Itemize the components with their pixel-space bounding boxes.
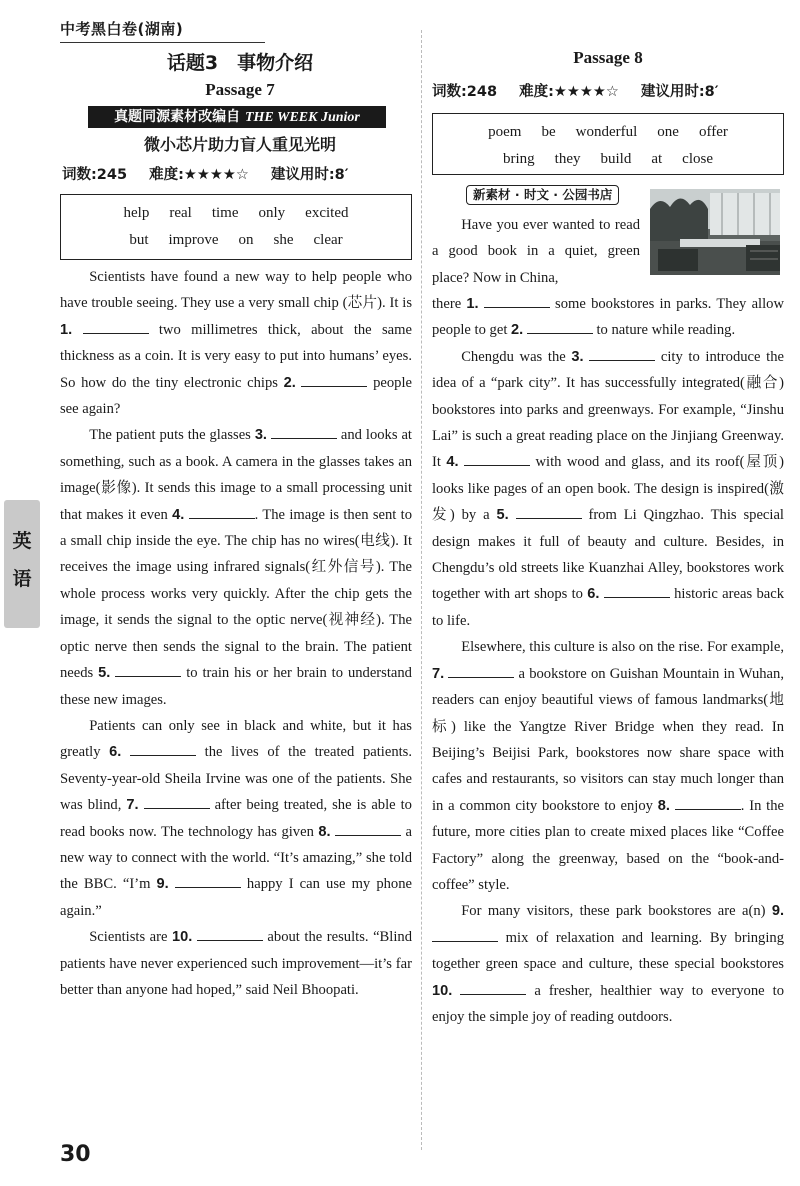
- blank-4[interactable]: [464, 451, 530, 466]
- passage-8-title: Passage 8: [573, 48, 643, 67]
- passage-8-meta: 词数:248 难度:★★★★☆ 建议用时:8′: [432, 84, 719, 100]
- subject-side-tab: 英 语: [4, 500, 40, 628]
- passage-7-body: [60, 264, 412, 1003]
- blank-5[interactable]: [516, 504, 582, 519]
- paragraph: Scientists have found a new way to help people who have trouble seeing. They use a very small chip (芯片). It is 1. two millimetres thick, about the same thickness as a coin. It is very easy to put into humans’ eyes. So how do the tiny electronic chips 2. people see again?: [60, 269, 412, 418]
- passage-8-body: [432, 291, 784, 1030]
- blank-3[interactable]: [271, 424, 337, 439]
- paragraph: For many visitors, these park bookstores are a(n) 9. mix of relaxation and learning. By bringing together green space and culture, these special bookstores 10. a fresher, healthier way to everyone to enjoy the simple joy of reading outdoors.: [432, 903, 784, 1025]
- bookstore-photo: [650, 189, 780, 275]
- paragraph: Elsewhere, this culture is also on the rise. For example, 7. a bookstore on Guishan Mountain in Wuhan, readers can enjoy beautiful views of famous landmarks(地标) like the Yangtze River Bridge when they read. In Beijing’s Beijisi Park, bookstores now share space with cafes and restaurants, so visitors can stay much longer than in a common city bookstore to enjoy 8. . In the future, more cities plan to create mixed places like “Coffee Factory” along the greenway, based on the “book-and-coffee” style.: [432, 639, 784, 893]
- topic-heading: 话题3 事物介绍: [166, 52, 314, 74]
- blank-3[interactable]: [589, 346, 655, 361]
- blank-7[interactable]: [144, 794, 210, 809]
- source-banner: 真题同源素材改编自 THE WEEK Junior: [88, 106, 386, 128]
- paragraph: Patients can only see in black and white, but it has greatly 6. the lives of the treated patients. Seventy-year-old Sheila Irvine was one of the patients. She was blind, 7. after being treated, she is able to read books now. The technology has given 8. a new way to connect with the world. “It’s amazing,” she told the BBC. “I’m 9. happy I can use my phone again.”: [60, 717, 412, 919]
- passage-7-word-bank: help real time only excited but improve on she clear: [60, 194, 412, 260]
- blank-9[interactable]: [175, 873, 241, 888]
- passage-8-intro: Have you ever wanted to read a good book in a quiet, green place? Now in China,: [432, 217, 640, 286]
- blank-1[interactable]: [83, 319, 149, 334]
- paragraph: there 1. some bookstores in parks. They allow people to get 2. to nature while reading.: [432, 291, 784, 344]
- column-divider: [421, 30, 422, 1150]
- passage-8-word-bank: poem be wonderful one offer bring they build at close: [432, 113, 784, 175]
- blank-6[interactable]: [604, 583, 670, 598]
- blank-8[interactable]: [675, 795, 741, 810]
- blank-10[interactable]: [197, 926, 263, 941]
- passage-7-subtitle: 微小芯片助力盲人重见光明: [143, 135, 336, 154]
- blank-9[interactable]: [432, 927, 498, 942]
- blank-4[interactable]: [189, 504, 255, 519]
- blank-10[interactable]: [460, 980, 526, 995]
- blank-1[interactable]: [484, 293, 550, 308]
- paragraph: Scientists are 10. about the results. “Blind patients have never experienced such improvement—it’s far better than anyone had hoped,” said Neil Bhoopati.: [60, 924, 412, 1003]
- paragraph: Chengdu was the 3. city to introduce the idea of a “park city”. It has successfully integrated(融合) bookstores into parks and greenways. For example, “Jinshu Lai” is such a great reading place on the Jinjiang Greenway. It 4. with wood and glass, and its roof(屋顶) looks like pages of an open book. The design is inspired(激发) by a 5. from Li Qingzhao. This special design makes it full of beauty and culture. Besides, in Chengdu’s old streets like Kuanzhai Alley, bookstores work together with art shops to 6. historic areas back to life.: [432, 344, 784, 634]
- passage-7-meta: 词数:245 难度:★★★★☆ 建议用时:8′: [62, 167, 349, 183]
- blank-6[interactable]: [130, 741, 196, 756]
- book-title: 中考黑白卷(湖南): [60, 18, 183, 39]
- blank-7[interactable]: [448, 663, 514, 678]
- blank-2[interactable]: [301, 372, 367, 387]
- passage-8-tag: 新素材 · 时文 · 公园书店: [466, 185, 619, 205]
- blank-8[interactable]: [335, 821, 401, 836]
- blank-5[interactable]: [115, 662, 181, 677]
- passage-7-title: Passage 7: [205, 80, 275, 99]
- blank-2[interactable]: [527, 319, 593, 334]
- paragraph: The patient puts the glasses 3. and looks at something, such as a book. A camera in the glasses takes an image(影像). It sends this image to a small processing unit that makes it even 4. . The image is then sent to a small chip inside the eye. The chip has no wires(电线). It receives the image using infrared signals(红外信号). The whole process works very quickly. After the chip gets the image, it sends the signal to the optic nerve(视神经). The optic nerve then sends the signal to the brain. The patient needs 5. to train his or her brain to understand these new images.: [60, 422, 412, 712]
- page-number: 30: [60, 1142, 91, 1167]
